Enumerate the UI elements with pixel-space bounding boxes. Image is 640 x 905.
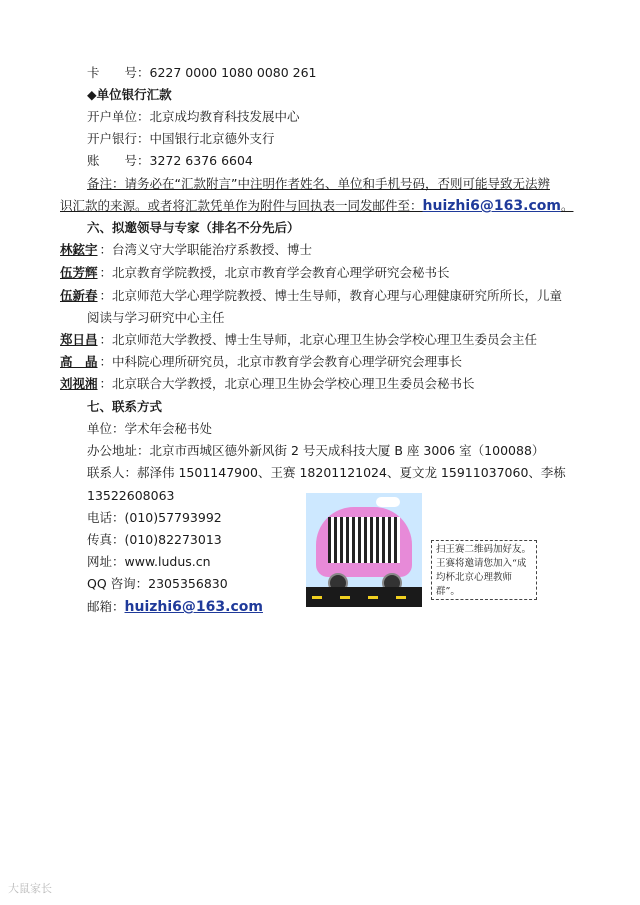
expert-row bbox=[60, 286, 562, 306]
qr-code-car-image bbox=[306, 493, 422, 607]
qr-code bbox=[328, 517, 400, 563]
qr-note-box: 扫王赛二维码加好友。王赛将邀请您加入“成均杯北京心理教师群”。 bbox=[431, 540, 537, 600]
email-line bbox=[87, 597, 263, 617]
card-number-label: 卡 号： bbox=[87, 65, 150, 80]
website-line: 网址：www.ludus.cn bbox=[87, 554, 211, 569]
expert-name: 伍芳辉 bbox=[60, 265, 98, 280]
expert-row bbox=[60, 374, 475, 394]
remit-note-text: 识汇款的来源。或者将汇款凭单作为附件与回执表一同发邮件至： bbox=[60, 198, 423, 213]
expert-row bbox=[60, 330, 537, 350]
expert-desc: ：北京师范大学教授、博士生导师，北京心理卫生协会学校心理卫生委员会主任 bbox=[99, 332, 538, 347]
expert-desc: ：北京师范大学心理学院教授、博士生导师，教育心理与心理健康研究所所长，儿童 bbox=[99, 288, 563, 303]
card-number-value: 6227 0000 1080 0080 261 bbox=[149, 65, 317, 80]
expert-desc: ：中科院心理所研究员，北京市教育学会教育心理学研究会理事长 bbox=[99, 354, 463, 369]
remit-email-link[interactable]: huizhi6@163.com bbox=[422, 198, 561, 214]
payee-line: 开户单位：北京成均教育科技发展中心 bbox=[87, 109, 300, 124]
expert-desc-continuation: 阅读与学习研究中心主任 bbox=[87, 310, 225, 325]
remit-note-line1: 备注：请务必在“汇款附言”中注明作者姓名、单位和手机号码，否则可能导致无法辨 bbox=[87, 176, 550, 191]
bank-line: 开户银行：中国银行北京德外支行 bbox=[87, 131, 275, 146]
qq-line: QQ 咨询：2305356830 bbox=[87, 576, 228, 591]
section-seven-heading: 七、联系方式 bbox=[87, 399, 163, 414]
expert-row bbox=[60, 352, 462, 372]
expert-row bbox=[60, 263, 450, 283]
contacts-line-continued: 13522608063 bbox=[87, 488, 175, 503]
road-shape bbox=[306, 587, 422, 607]
watermark: 大鼠家长 bbox=[8, 882, 52, 895]
contacts-line: 联系人：郝泽伟 1501147900、王赛 18201121024、夏文龙 15911037060、李栋 bbox=[87, 465, 566, 480]
expert-name: 林鉉宇 bbox=[60, 242, 98, 257]
address-line: 办公地址：北京市西城区德外新风街 2 号天成科技大厦 B 座 3006 室（100088） bbox=[87, 443, 545, 458]
fax-line: 传真：(010)82273013 bbox=[87, 532, 222, 547]
expert-name: 郑日昌 bbox=[60, 332, 98, 347]
remit-note-line2 bbox=[60, 196, 573, 216]
section-six-heading: 六、拟邀领导与专家（排名不分先后） bbox=[87, 220, 300, 235]
account-line: 账 号：3272 6376 6604 bbox=[87, 153, 253, 168]
expert-desc: ：北京教育学院教授，北京市教育学会教育心理学研究会秘书长 bbox=[99, 265, 450, 280]
remit-note-suffix: 。 bbox=[560, 198, 574, 213]
cloud-shape bbox=[376, 497, 400, 507]
expert-name: 高 晶 bbox=[60, 354, 98, 369]
expert-row bbox=[60, 240, 312, 260]
expert-name: 伍新春 bbox=[60, 288, 98, 303]
card-number-line bbox=[87, 63, 317, 83]
email-label: 邮箱： bbox=[87, 599, 125, 614]
expert-desc: ：北京联合大学教授，北京心理卫生协会学校心理卫生委员会秘书长 bbox=[99, 376, 475, 391]
expert-name: 刘视湘 bbox=[60, 376, 98, 391]
phone-line: 电话：(010)57793992 bbox=[87, 510, 222, 525]
bank-transfer-heading: ◆单位银行汇款 bbox=[87, 87, 172, 102]
contact-email-link[interactable]: huizhi6@163.com bbox=[124, 599, 263, 615]
unit-line: 单位：学术年会秘书处 bbox=[87, 421, 213, 436]
expert-desc: ：台湾义守大学职能治疗系教授、博士 bbox=[99, 242, 313, 257]
